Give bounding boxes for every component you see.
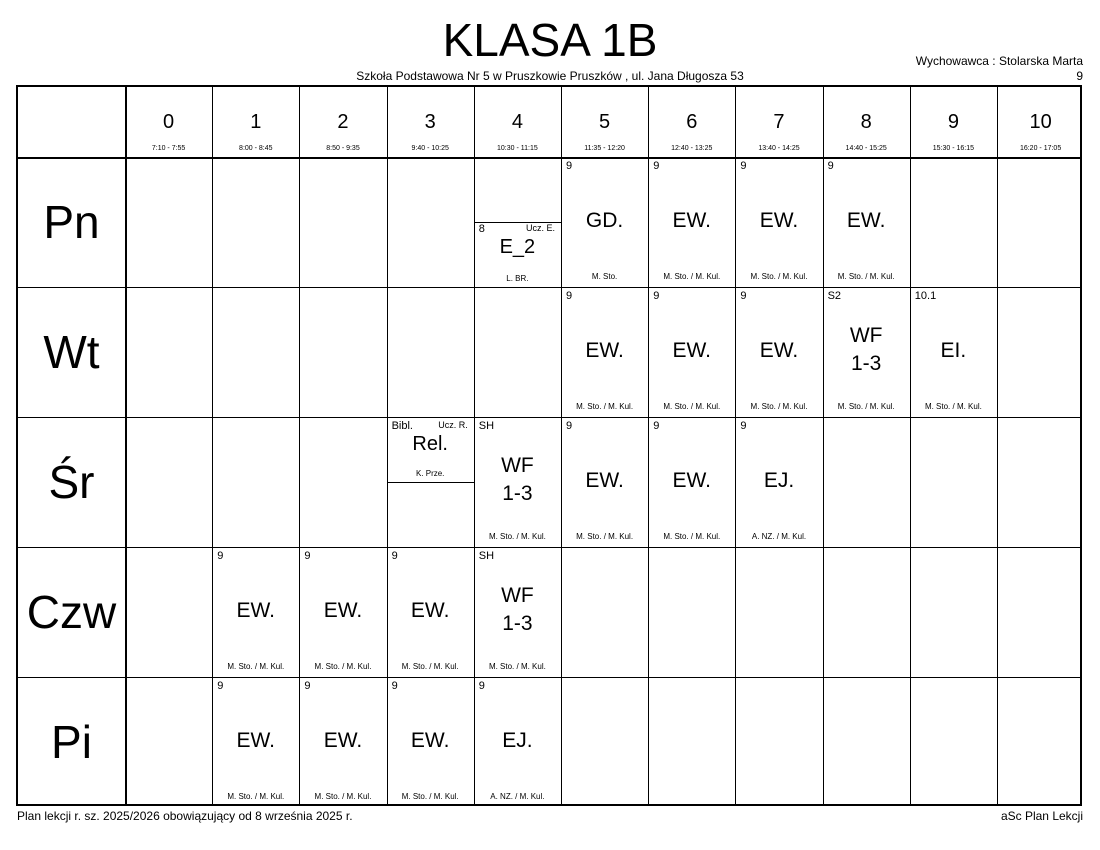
- subject-label: [474, 235, 561, 259]
- lesson-cell[interactable]: [561, 157, 648, 287]
- room-label: 9: [740, 420, 747, 432]
- lesson-cell[interactable]: [474, 417, 561, 547]
- subject-label: [212, 597, 299, 625]
- subject-line: WF: [501, 584, 534, 607]
- period-time: 16:20 - 17:05: [1019, 145, 1062, 152]
- subject-label: [823, 322, 910, 378]
- lesson-cell[interactable]: [648, 417, 735, 547]
- class-teacher: Wychowawca : Stolarska Marta: [915, 54, 1083, 68]
- teacher-label: M. Sto. / M. Kul.: [576, 532, 634, 541]
- teacher-label: M. Sto. / M. Kul.: [227, 792, 285, 801]
- lesson-cell[interactable]: [212, 677, 299, 807]
- lesson-cell[interactable]: [561, 417, 648, 547]
- period-header: [387, 87, 474, 157]
- lesson-cell[interactable]: [387, 547, 474, 677]
- room-label: 9: [740, 160, 747, 172]
- lesson-cell[interactable]: [648, 287, 735, 417]
- teacher-label: M. Sto. / M. Kul.: [924, 402, 982, 411]
- lesson-cell[interactable]: [735, 417, 822, 547]
- room-label: 9: [740, 290, 747, 302]
- teacher-label: M. Sto. / M. Kul.: [401, 662, 459, 671]
- period-number: 10: [1029, 111, 1052, 133]
- subject-label: [474, 452, 561, 508]
- subject-line: EW.: [236, 729, 276, 752]
- subject-label: [212, 727, 299, 755]
- subject-line: EW.: [323, 599, 363, 622]
- grid-vline: [997, 87, 998, 804]
- subject-line: 1-3: [851, 352, 882, 375]
- subject-line: EW.: [672, 339, 712, 362]
- subject-line: GD.: [585, 209, 624, 232]
- room-label: 9: [566, 290, 573, 302]
- subject-label: [910, 337, 997, 365]
- period-header: [474, 87, 561, 157]
- subject-label: [474, 727, 561, 755]
- subject-label: [474, 582, 561, 638]
- subject-label: [387, 727, 474, 755]
- teacher-label: M. Sto. / M. Kul.: [663, 272, 721, 281]
- lesson-cell[interactable]: [387, 417, 474, 482]
- lesson-cell[interactable]: [299, 677, 386, 807]
- period-time: 8:00 - 8:45: [239, 145, 273, 152]
- lesson-cell[interactable]: [648, 157, 735, 287]
- subject-line: EW.: [759, 209, 799, 232]
- period-time: 11:35 - 12:20: [584, 145, 625, 152]
- school-name: Szkoła Podstawowa Nr 5 w Pruszkowie Pruszków , ul. Jana Długosza 53: [356, 69, 744, 83]
- lesson-cell[interactable]: [735, 157, 822, 287]
- room-label: S2: [827, 290, 842, 302]
- room-label: 8: [478, 223, 485, 235]
- grid-vline: [125, 87, 127, 804]
- period-time: 10:30 - 11:15: [497, 145, 538, 152]
- room-label: 9: [653, 290, 660, 302]
- page-number: 9: [1076, 69, 1083, 83]
- teacher-label: M. Sto. / M. Kul.: [488, 662, 546, 671]
- subject-label: [387, 432, 474, 456]
- room-label: SH: [478, 550, 495, 562]
- subject-label: [648, 467, 735, 495]
- subject-line: EW.: [236, 599, 276, 622]
- teacher-label: M. Sto. / M. Kul.: [314, 662, 372, 671]
- teacher-label: M. Sto. / M. Kul.: [663, 402, 721, 411]
- period-number: 6: [686, 111, 698, 133]
- period-time: 8:50 - 9:35: [326, 145, 360, 152]
- period-number: 4: [511, 111, 523, 133]
- room-label: 9: [653, 420, 660, 432]
- subject-label: [648, 207, 735, 235]
- lesson-cell[interactable]: [823, 287, 910, 417]
- lesson-cell[interactable]: [474, 220, 561, 287]
- lesson-cell[interactable]: [910, 287, 997, 417]
- subject-line: EW.: [759, 339, 799, 362]
- lesson-cell[interactable]: [299, 547, 386, 677]
- lesson-cell[interactable]: [474, 677, 561, 807]
- period-number: 8: [860, 111, 872, 133]
- period-header: [648, 87, 735, 157]
- room-label: 9: [391, 550, 398, 562]
- teacher-label: M. Sto. / M. Kul.: [750, 402, 808, 411]
- day-label: Wt: [43, 326, 100, 378]
- cell-divider: [474, 222, 561, 223]
- subject-line: E_2: [499, 236, 536, 258]
- period-time: 9:40 - 10:25: [411, 145, 449, 152]
- subject-label: [299, 727, 386, 755]
- period-header: [299, 87, 386, 157]
- grid-hline: [18, 157, 1080, 159]
- period-header: [997, 87, 1084, 157]
- room-label: 9: [566, 420, 573, 432]
- subject-line: EW.: [585, 339, 624, 362]
- subject-label: [561, 207, 648, 235]
- subject-line: EW.: [672, 469, 712, 492]
- footer-software: aSc Plan Lekcji: [1000, 809, 1083, 823]
- timetable-grid: [16, 85, 1082, 806]
- subject-line: EW.: [410, 599, 450, 622]
- teacher-label: L. BR.: [506, 274, 529, 283]
- group-label: Ucz. R.: [438, 420, 468, 430]
- room-label: 10.1: [914, 290, 937, 302]
- footer-validity: Plan lekcji r. sz. 2025/2026 obowiązujący od 8 września 2025 r.: [17, 809, 353, 823]
- teacher-label: M. Sto. / M. Kul.: [314, 792, 372, 801]
- room-label: 9: [217, 550, 224, 562]
- lesson-cell[interactable]: [561, 287, 648, 417]
- teacher-label: A. NZ. / M. Kul.: [751, 532, 807, 541]
- period-time: 13:40 - 14:25: [758, 145, 800, 152]
- teacher-label: M. Sto. / M. Kul.: [401, 792, 459, 801]
- subject-line: EI.: [940, 339, 967, 362]
- subject-line: EW.: [846, 209, 886, 232]
- subject-line: WF: [501, 454, 534, 477]
- subject-line: 1-3: [502, 482, 533, 505]
- subject-label: [735, 337, 822, 365]
- lesson-cell[interactable]: [735, 287, 822, 417]
- grid-vline: [910, 87, 911, 804]
- subject-label: [823, 207, 910, 235]
- teacher-label: M. Sto. / M. Kul.: [750, 272, 808, 281]
- period-header: [125, 87, 212, 157]
- room-label: 9: [304, 680, 311, 692]
- period-number: 1: [250, 111, 262, 133]
- period-number: 9: [947, 111, 959, 133]
- period-header: [212, 87, 299, 157]
- subject-line: EW.: [323, 729, 363, 752]
- period-header: [735, 87, 822, 157]
- room-label: 9: [478, 680, 485, 692]
- teacher-label: M. Sto. / M. Kul.: [837, 272, 895, 281]
- room-label: 9: [566, 160, 573, 172]
- page-title: KLASA 1B: [442, 14, 658, 66]
- subject-line: EW.: [672, 209, 712, 232]
- room-label: 9: [391, 680, 398, 692]
- period-number: 0: [163, 111, 175, 133]
- teacher-label: M. Sto.: [591, 272, 618, 281]
- day-label: Pi: [51, 716, 92, 768]
- teacher-label: A. NZ. / M. Kul.: [490, 792, 545, 801]
- period-time: 7:10 - 7:55: [151, 145, 186, 152]
- lesson-cell[interactable]: [474, 547, 561, 677]
- day-label: Śr: [48, 456, 95, 508]
- period-time: 14:40 - 15:25: [845, 145, 887, 152]
- day-label: Pn: [43, 196, 100, 248]
- subject-label: [735, 207, 822, 235]
- period-header: [561, 87, 648, 157]
- room-label: 9: [827, 160, 834, 172]
- subject-line: EJ.: [763, 469, 795, 492]
- group-label: Ucz. E.: [525, 223, 555, 233]
- room-label: 9: [304, 550, 311, 562]
- subject-line: 1-3: [502, 612, 533, 635]
- teacher-label: M. Sto. / M. Kul.: [837, 402, 895, 411]
- room-label: Bibl.: [391, 420, 413, 432]
- subject-label: [561, 337, 648, 365]
- day-label: Czw: [26, 586, 117, 638]
- subject-label: [648, 337, 735, 365]
- subject-label: [735, 467, 822, 495]
- teacher-label: M. Sto. / M. Kul.: [576, 402, 634, 411]
- teacher-label: M. Sto. / M. Kul.: [663, 532, 721, 541]
- period-header: [823, 87, 910, 157]
- cell-divider: [387, 482, 474, 483]
- period-number: 5: [599, 111, 611, 133]
- period-number: 2: [337, 111, 349, 133]
- room-label: SH: [478, 420, 495, 432]
- subject-label: [561, 467, 648, 495]
- subject-line: Rel.: [412, 433, 448, 455]
- subject-line: EW.: [585, 469, 624, 492]
- subject-line: EW.: [410, 729, 450, 752]
- period-number: 7: [773, 111, 785, 133]
- lesson-cell[interactable]: [823, 157, 910, 287]
- subject-label: [299, 597, 386, 625]
- subject-line: WF: [849, 324, 883, 347]
- period-header: [910, 87, 997, 157]
- teacher-label: M. Sto. / M. Kul.: [227, 662, 285, 671]
- period-number: 3: [424, 111, 436, 133]
- lesson-cell[interactable]: [387, 677, 474, 807]
- room-label: 9: [653, 160, 660, 172]
- period-time: 12:40 - 13:25: [671, 145, 713, 152]
- period-time: 15:30 - 16:15: [932, 145, 975, 152]
- subject-label: [387, 597, 474, 625]
- room-label: 9: [217, 680, 224, 692]
- teacher-label: M. Sto. / M. Kul.: [488, 532, 546, 541]
- teacher-label: K. Prze.: [415, 469, 445, 478]
- lesson-cell[interactable]: [212, 547, 299, 677]
- subject-line: EJ.: [502, 729, 533, 752]
